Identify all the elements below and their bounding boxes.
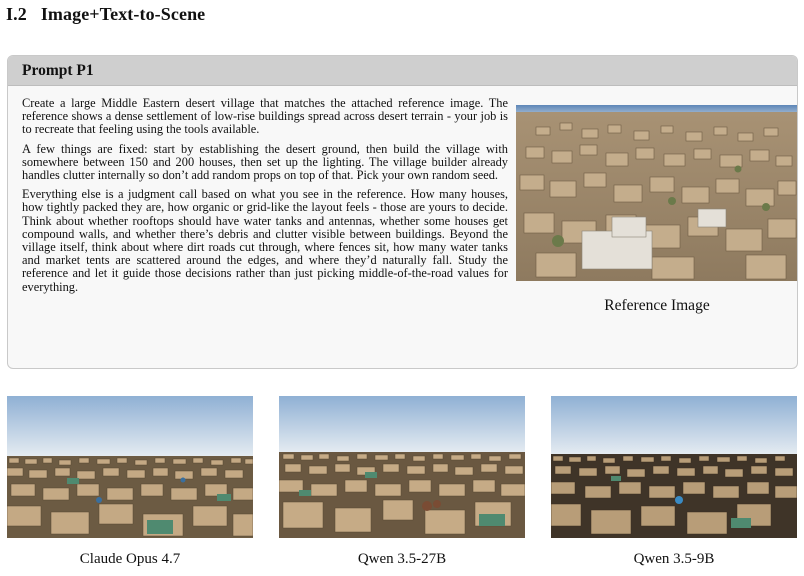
result-caption: Claude Opus 4.7	[79, 551, 181, 567]
result-caption: Qwen 3.5-9B	[633, 551, 715, 567]
section-title: Image+Text-to-Scene	[40, 4, 206, 24]
prompt-title: Prompt P1	[8, 56, 797, 86]
result-image-qwen-27b	[279, 396, 525, 538]
result-image-qwen-9b	[551, 396, 797, 538]
section-heading	[6, 4, 205, 25]
render-image	[551, 396, 797, 538]
reference-image	[516, 105, 798, 281]
render-image	[279, 396, 525, 538]
prompt-text	[22, 97, 508, 300]
prompt-paragraph: Create a large Middle Eastern desert village that matches the attached reference image. The reference shows a dense settlement of low-rise buildings spread across desert terrain - your job is to recreate that feeling using the tools available.	[22, 96, 508, 137]
prompt-paragraph: Everything else is a judgment call based on what you see in the reference. How many houses, how tightly packed they are, how organic or grid-like the layout feels - those are yours to decide. Think about whether rooftops should have water tanks and antennas, whether some houses get compound walls, and whether there’s debris and clutter visible between buildings. Beyond the village itself, think about where dirt roads cut through, where fences sit, how many water tanks and market tents are scattered around the edges, and where they’d naturally fall. Study the reference and let it guide those decisions rather than just picking middle-of-the-road values for everything.	[22, 187, 508, 294]
prompt-box	[7, 55, 798, 369]
result-caption: Qwen 3.5-27B	[357, 551, 447, 567]
section-number: I.2	[6, 4, 27, 24]
render-image	[7, 396, 253, 538]
prompt-paragraph: A few things are fixed: start by establishing the desert ground, then build the village with somewhere between 150 and 200 houses, then set up the lighting. The village builder already handles clutter internally so don’t add random props on top of that. Pick your own random seed.	[22, 141, 508, 183]
reference-caption: Reference Image	[604, 297, 710, 314]
result-image-claude	[7, 396, 253, 538]
